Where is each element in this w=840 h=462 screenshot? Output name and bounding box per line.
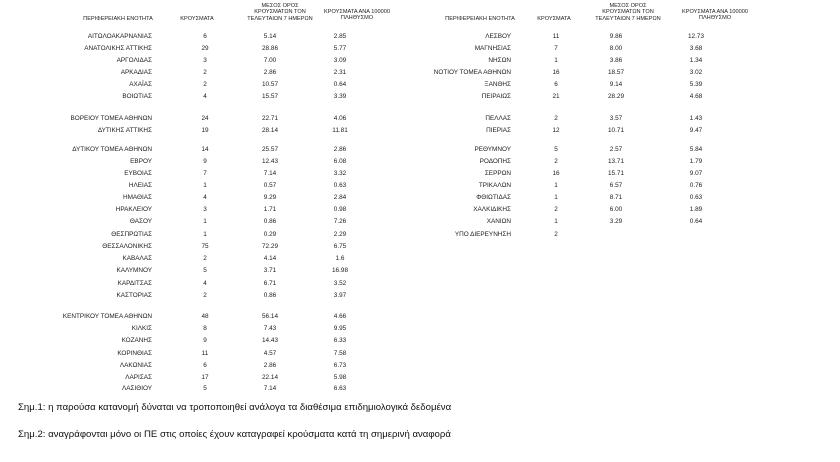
- region-name: ΑΡΚΑΔΙΑΣ: [120, 69, 152, 76]
- header-per100k: [312, 9, 402, 22]
- header-avg7-right-line3: ΤΕΛΕΥΤΑΙΩΝ 7 ΗΜΕΡΩΝ: [595, 15, 661, 22]
- per100k-value: 4.06: [333, 115, 347, 122]
- cases-value: 29: [201, 45, 209, 52]
- avg7-value: 7.14: [263, 170, 277, 177]
- region-name: ΘΕΣΣΑΛΟΝΙΚΗΣ: [102, 243, 152, 250]
- region-name-right: ΝΟΤΙΟΥ ΤΟΜΕΑ ΑΘΗΝΩΝ: [433, 69, 511, 76]
- avg7-value: 4.14: [263, 255, 277, 262]
- avg7-value: 10.57: [262, 81, 278, 88]
- per100k-value: 3.32: [333, 170, 347, 177]
- note-1: Σημ.1: η παρούσα κατανομή δύναται να τροποποιηθεί ανάλογα τα διαθέσιμα επιδημιολογικά δεδομένα: [18, 402, 452, 413]
- per100k-value: 16.98: [332, 267, 348, 274]
- region-name-right: ΠΕΙΡΑΙΩΣ: [481, 93, 511, 100]
- region-name: ΚΙΛΚΙΣ: [131, 325, 152, 332]
- header-cases: ΚΡΟΥΣΜΑΤΑ: [180, 16, 214, 22]
- per100k-value-right: 0.76: [689, 182, 703, 189]
- region-name: ΗΡΑΚΛΕΙΟΥ: [115, 206, 152, 213]
- header-avg7-right: [588, 3, 668, 22]
- cases-value: 48: [201, 313, 209, 320]
- avg7-value: 4.57: [263, 350, 277, 357]
- region-name: ΛΑΚΩΝΙΑΣ: [119, 362, 152, 369]
- avg7-value: 1.71: [263, 206, 277, 213]
- cases-value: 4: [203, 194, 207, 201]
- cases-value-right: 2: [554, 206, 558, 213]
- avg7-value-right: 3.86: [609, 57, 623, 64]
- header-avg7-line3: ΤΕΛΕΥΤΑΙΩΝ 7 ΗΜΕΡΩΝ: [247, 15, 313, 22]
- region-name-right: ΣΕΡΡΩΝ: [484, 170, 511, 177]
- per100k-value: 11.81: [332, 127, 348, 134]
- per100k-value-right: 0.63: [689, 194, 703, 201]
- per100k-value: 6.63: [333, 385, 347, 392]
- per100k-value: 2.31: [333, 69, 347, 76]
- cases-value: 3: [203, 206, 207, 213]
- region-name-right: ΧΑΛΚΙΔΙΚΗΣ: [473, 206, 511, 213]
- region-name-right: ΠΕΛΛΑΣ: [485, 115, 511, 122]
- avg7-value: 7.14: [263, 385, 277, 392]
- cases-value: 17: [201, 374, 209, 381]
- region-name-right: ΜΑΓΝΗΣΙΑΣ: [474, 45, 511, 52]
- cases-value: 24: [201, 115, 209, 122]
- avg7-value: 0.57: [263, 182, 277, 189]
- avg7-value: 22.71: [262, 115, 278, 122]
- region-name-right: ΦΘΙΩΤΙΔΑΣ: [476, 194, 511, 201]
- per100k-value-right: 1.79: [689, 158, 703, 165]
- region-name-right: ΞΑΝΘΗΣ: [484, 81, 511, 88]
- per100k-value: 6.73: [333, 362, 347, 369]
- avg7-value: 0.86: [263, 218, 277, 225]
- per100k-value: 7.26: [333, 218, 347, 225]
- per100k-value: 3.09: [333, 57, 347, 64]
- avg7-value: 15.57: [262, 93, 278, 100]
- cases-value: 9: [203, 337, 207, 344]
- avg7-value-right: 2.57: [609, 146, 623, 153]
- per100k-value: 6.33: [333, 337, 347, 344]
- region-name-right: ΠΙΕΡΙΑΣ: [486, 127, 511, 134]
- per100k-value-right: 3.68: [689, 45, 703, 52]
- per100k-value: 1.6: [335, 255, 345, 262]
- region-name-right: ΝΗΣΩΝ: [488, 57, 511, 64]
- region-name: ΑΝΑΤΟΛΙΚΗΣ ΑΤΤΙΚΗΣ: [84, 45, 152, 52]
- header-per100k-right-line1: ΚΡΟΥΣΜΑΤΑ ΑΝΑ 100000: [682, 9, 748, 15]
- region-name-right: ΛΕΣΒΟΥ: [485, 33, 511, 40]
- per100k-value: 6.75: [333, 243, 347, 250]
- header-avg7-right-line2: ΚΡΟΥΣΜΑΤΩΝ ΤΟΝ: [602, 9, 654, 16]
- avg7-value: 2.86: [263, 69, 277, 76]
- avg7-value: 6.71: [263, 280, 277, 287]
- cases-value: 2: [203, 255, 207, 262]
- region-name: ΘΕΣΠΡΩΤΙΑΣ: [111, 231, 152, 238]
- avg7-value-right: 6.57: [609, 182, 623, 189]
- region-name: ΑΧΑΪΑΣ: [129, 81, 152, 88]
- avg7-value: 2.86: [263, 362, 277, 369]
- per100k-value: 0.63: [333, 182, 347, 189]
- avg7-value-right: 8.00: [609, 45, 623, 52]
- region-name: ΑΙΤΩΛΟΑΚΑΡΝΑΝΙΑΣ: [87, 33, 152, 40]
- avg7-value-right: 28.29: [608, 93, 624, 100]
- cases-value: 7: [203, 170, 207, 177]
- region-name: ΛΑΣΙΘΙΟΥ: [121, 385, 152, 392]
- region-name: ΚΑΛΥΜΝΟΥ: [116, 267, 152, 274]
- cases-value: 5: [203, 267, 207, 274]
- per100k-value: 0.98: [333, 206, 347, 213]
- cases-value-right: 5: [554, 146, 558, 153]
- cases-value: 6: [203, 33, 207, 40]
- cases-value-right: 16: [552, 170, 560, 177]
- region-name: ΕΥΒΟΙΑΣ: [124, 170, 152, 177]
- avg7-value-right: 13.71: [608, 158, 624, 165]
- region-name: ΒΟΙΩΤΙΑΣ: [122, 93, 152, 100]
- per100k-value-right: 1.43: [689, 115, 703, 122]
- region-name: ΚΑΡΔΙΤΣΑΣ: [117, 280, 152, 287]
- cases-value-right: 1: [554, 218, 558, 225]
- region-name: ΕΒΡΟΥ: [130, 158, 152, 165]
- avg7-value: 3.71: [263, 267, 277, 274]
- region-name: ΛΑΡΙΣΑΣ: [125, 374, 152, 381]
- per100k-value-right: 3.02: [689, 69, 703, 76]
- header-avg7-line1: ΜΕΣΟΣ ΟΡΟΣ: [261, 3, 299, 9]
- region-name: ΘΑΣΟΥ: [129, 218, 152, 225]
- header-per100k-right-line2: ΠΛΗΘΥΣΜΟ: [698, 15, 732, 22]
- cases-value: 4: [203, 280, 207, 287]
- avg7-value: 7.00: [263, 57, 277, 64]
- header-region: ΠΕΡΙΦΕΡΕΙΑΚΗ ΕΝΟΤΗΤΑ: [83, 16, 153, 22]
- avg7-value-right: 3.57: [609, 115, 623, 122]
- avg7-value-right: 9.86: [609, 33, 623, 40]
- avg7-value: 5.14: [263, 33, 277, 40]
- cases-value-right: 21: [552, 93, 560, 100]
- avg7-value: 72.29: [262, 243, 278, 250]
- avg7-value: 25.57: [262, 146, 278, 153]
- cases-value: 6: [203, 362, 207, 369]
- avg7-value-right: 18.57: [608, 69, 624, 76]
- per100k-value-right: 0.64: [689, 218, 703, 225]
- cases-value: 9: [203, 158, 207, 165]
- avg7-value-right: 9.14: [609, 81, 623, 88]
- per100k-value: 5.98: [333, 374, 347, 381]
- cases-value-right: 1: [554, 57, 558, 64]
- cases-value: 11: [201, 350, 209, 357]
- header-per100k-line2: ΠΛΗΘΥΣΜΟ: [340, 15, 374, 22]
- avg7-value: 0.29: [263, 231, 277, 238]
- note-2: Σημ.2: αναγράφονται μόνο οι ΠΕ στις οποίες έχουν καταγραφεί κρούσματα κατά τη σημερινή αναφορά: [18, 429, 451, 440]
- avg7-value: 56.14: [262, 313, 278, 320]
- cases-value-right: 2: [554, 158, 558, 165]
- cases-value: 1: [203, 182, 207, 189]
- per100k-value-right: 1.34: [689, 57, 703, 64]
- per100k-value-right: 9.07: [689, 170, 703, 177]
- avg7-value-right: 3.29: [609, 218, 623, 225]
- cases-value: 2: [203, 69, 207, 76]
- avg7-value-right: 6.00: [609, 206, 623, 213]
- per100k-value: 3.39: [333, 93, 347, 100]
- cases-value-right: 1: [554, 194, 558, 201]
- cases-value-right: 12: [552, 127, 560, 134]
- region-name-right: ΧΑΝΙΩΝ: [486, 218, 511, 225]
- avg7-value: 7.43: [263, 325, 277, 332]
- region-name: ΚΕΝΤΡΙΚΟΥ ΤΟΜΕΑ ΑΘΗΝΩΝ: [62, 313, 152, 320]
- per100k-value-right: 1.89: [689, 206, 703, 213]
- cases-value: 19: [201, 127, 209, 134]
- cases-value-right: 16: [552, 69, 560, 76]
- avg7-value-right: 8.71: [609, 194, 623, 201]
- per100k-value-right: 4.68: [689, 93, 703, 100]
- cases-value: 14: [201, 146, 209, 153]
- region-name: ΚΟΡΙΝΘΙΑΣ: [117, 350, 152, 357]
- region-name-right: ΤΡΙΚΑΛΩΝ: [478, 182, 511, 189]
- avg7-value-right: 10.71: [608, 127, 624, 134]
- cases-value: 2: [203, 81, 207, 88]
- avg7-value: 0.86: [263, 292, 277, 299]
- per100k-value: 3.97: [333, 292, 347, 299]
- header-avg7: [240, 3, 320, 22]
- cases-value: 2: [203, 292, 207, 299]
- per100k-value: 2.29: [333, 231, 347, 238]
- per100k-value: 2.84: [333, 194, 347, 201]
- cases-value: 75: [201, 243, 209, 250]
- cases-value: 5: [203, 385, 207, 392]
- cases-value: 1: [203, 231, 207, 238]
- avg7-value: 28.86: [262, 45, 278, 52]
- avg7-value: 28.14: [262, 127, 278, 134]
- region-name: ΚΟΖΑΝΗΣ: [121, 337, 152, 344]
- per100k-value: 4.66: [333, 313, 347, 320]
- header-avg7-line2: ΚΡΟΥΣΜΑΤΩΝ ΤΟΝ: [254, 9, 306, 16]
- header-per100k-line1: ΚΡΟΥΣΜΑΤΑ ΑΝΑ 100000: [324, 9, 390, 15]
- region-name: ΒΟΡΕΙΟΥ ΤΟΜΕΑ ΑΘΗΝΩΝ: [70, 115, 152, 122]
- per100k-value-right: 5.39: [689, 81, 703, 88]
- cases-value-right: 6: [554, 81, 558, 88]
- avg7-value-right: 15.71: [608, 170, 624, 177]
- avg7-value: 9.29: [263, 194, 277, 201]
- cases-value: 3: [203, 57, 207, 64]
- cases-value-right: 2: [554, 231, 558, 238]
- region-name: ΚΑΒΑΛΑΣ: [122, 255, 152, 262]
- region-name-right: ΥΠΟ ΔΙΕΡΕΥΝΗΣΗ: [454, 231, 511, 238]
- cases-value-right: 11: [552, 33, 560, 40]
- cases-value: 8: [203, 325, 207, 332]
- per100k-value: 2.85: [333, 33, 347, 40]
- cases-value: 1: [203, 218, 207, 225]
- region-name: ΗΛΕΙΑΣ: [128, 182, 152, 189]
- cases-value-right: 7: [554, 45, 558, 52]
- avg7-value: 22.14: [262, 374, 278, 381]
- cases-value-right: 1: [554, 182, 558, 189]
- region-name-right: ΡΕΘΥΜΝΟΥ: [474, 146, 511, 153]
- per100k-value: 3.52: [333, 280, 347, 287]
- region-name: ΔΥΤΙΚΟΥ ΤΟΜΕΑ ΑΘΗΝΩΝ: [72, 146, 152, 153]
- per100k-value-right: 9.47: [689, 127, 703, 134]
- per100k-value: 5.77: [333, 45, 347, 52]
- cases-value: 4: [203, 93, 207, 100]
- header-avg7-right-line1: ΜΕΣΟΣ ΟΡΟΣ: [609, 3, 647, 9]
- region-name: ΑΡΓΟΛΙΔΑΣ: [116, 57, 152, 64]
- region-name-right: ΡΟΔΟΠΗΣ: [479, 158, 511, 165]
- avg7-value: 12.43: [262, 158, 278, 165]
- per100k-value: 6.08: [333, 158, 347, 165]
- header-region-right: ΠΕΡΙΦΕΡΕΙΑΚΗ ΕΝΟΤΗΤΑ: [445, 16, 515, 22]
- per100k-value: 7.58: [333, 350, 347, 357]
- per100k-value: 9.95: [333, 325, 347, 332]
- header-cases-right: ΚΡΟΥΣΜΑΤΑ: [537, 16, 571, 22]
- per100k-value-right: 12.73: [688, 33, 704, 40]
- avg7-value: 14.43: [262, 337, 278, 344]
- header-per100k-right: [670, 9, 760, 22]
- region-name: ΚΑΣΤΟΡΙΑΣ: [116, 292, 152, 299]
- region-name: ΗΜΑΘΙΑΣ: [122, 194, 152, 201]
- region-name: ΔΥΤΙΚΗΣ ΑΤΤΙΚΗΣ: [97, 127, 152, 134]
- per100k-value: 2.86: [333, 146, 347, 153]
- per100k-value: 0.64: [333, 81, 347, 88]
- cases-value-right: 2: [554, 115, 558, 122]
- per100k-value-right: 5.84: [689, 146, 703, 153]
